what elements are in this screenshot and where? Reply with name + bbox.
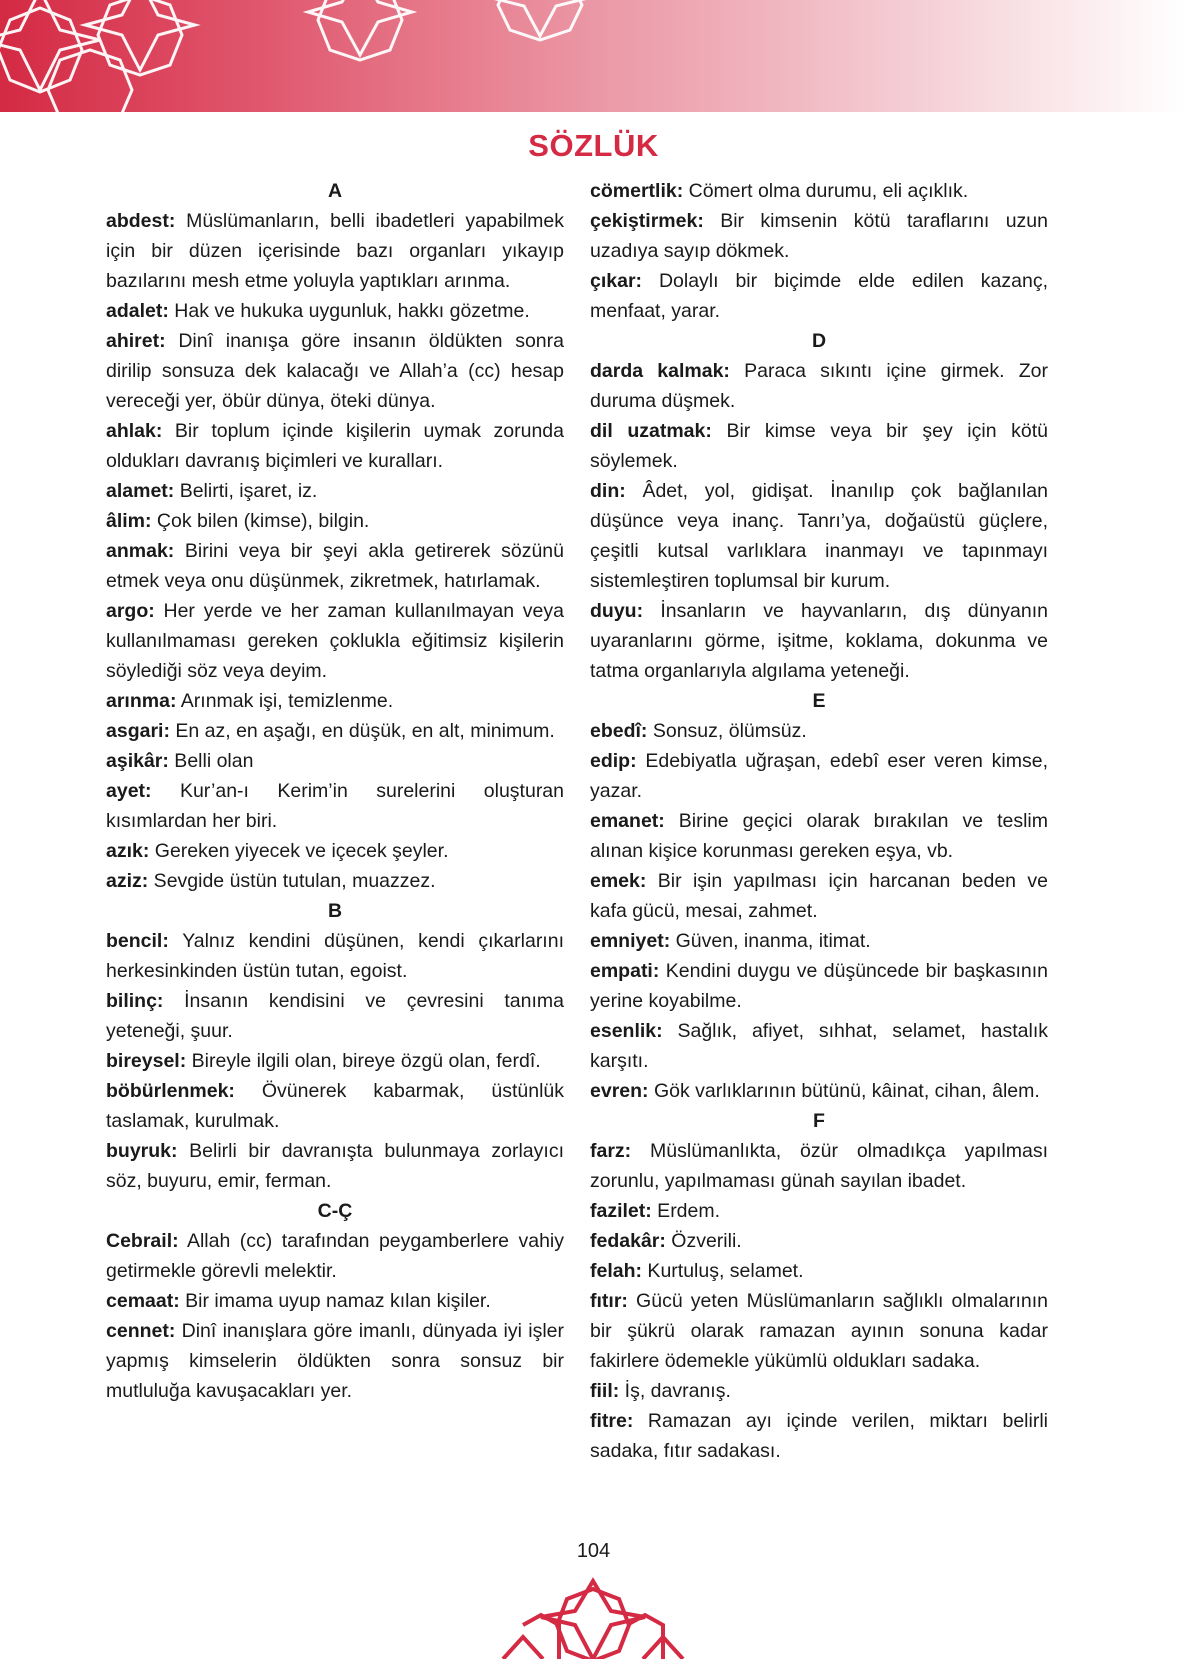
entry-term: aşikâr: [106,750,169,772]
entry-definition: Dolaylı bir biçimde elde edilen kazanç, menfaat, yarar. [590,270,1048,322]
glossary-entry [106,296,564,326]
entry-definition: Gereken yiyecek ve içecek şeyler. [149,840,449,862]
entry-definition: Övünerek kabarmak, üstünlük taslamak, kurulmak. [106,1080,564,1132]
section-letter: B [327,900,343,922]
glossary-entry [590,746,1048,806]
glossary-entry [590,476,1048,596]
entry-term: abdest: [106,210,176,232]
glossary-entry [106,206,564,296]
entry-definition: Sonsuz, ölümsüz. [647,720,807,742]
entry-term: alamet: [106,480,175,502]
entry-definition: Gök varlıklarının bütünü, kâinat, cihan, âlem. [648,1080,1040,1102]
glossary-entry [106,686,564,716]
glossary-entry [590,926,1048,956]
entry-definition: Gücü yeten Müslümanların sağlıklı olmalarının bir şükrü olarak ramazan ayının sonuna kadar fakirlere ödemekle yükümlü oldukları sadaka. [590,1290,1048,1372]
glossary-entry [106,1316,564,1406]
entry-definition: Allah (cc) tarafından peygamberlere vahiy getirmekle görevli melektir. [106,1230,564,1282]
glossary-entry [590,416,1048,476]
entry-definition: Hak ve hukuka uygunluk, hakkı gözetme. [168,300,530,322]
entry-definition: Bir toplum içinde kişilerin uymak zorunda oldukları davranış biçimleri ve kuralları. [106,420,564,472]
entry-definition: Edebiyatla uğraşan, edebî eser veren kimse, yazar. [590,750,1048,802]
entry-term: anmak: [106,540,175,562]
entry-term: ahlak: [106,420,163,442]
entry-term: duyu: [590,600,644,622]
star-ornament-icon [493,1575,693,1659]
glossary-entry [590,356,1048,416]
glossary-entry [590,1256,1048,1286]
entry-definition: En az, en aşağı, en düşük, en alt, minimum. [169,720,555,742]
entry-term: din: [590,480,626,502]
entry-term: çekiştirmek: [590,210,704,232]
star-pattern-icon [0,0,700,112]
entry-term: farz: [590,1140,632,1162]
glossary-entry [590,1076,1048,1106]
entry-term: bencil: [106,930,169,952]
entry-definition: Yalnız kendini düşünen, kendi çıkarlarını herkesinkinden üstün tutan, egoist. [106,930,564,982]
glossary-entry [106,836,564,866]
entry-definition: Dinî inanışa göre insanın öldükten sonra dirilip sonsuza dek kalacağı ve Allah’a (cc) hesap vereceği yer, öbür dünya, öteki dünya. [106,330,564,412]
entry-term: âlim: [106,510,152,532]
entry-term: cennet: [106,1320,176,1342]
entry-term: fitre: [590,1410,634,1432]
header-banner [0,0,1187,112]
section-letter: E [812,690,826,712]
glossary-entry [590,716,1048,746]
glossary-entry [590,1016,1048,1076]
entry-term: çıkar: [590,270,643,292]
glossary-entry [106,716,564,746]
section-letter: A [327,180,343,202]
left-column [106,176,564,1406]
glossary-entry [590,176,1048,206]
entry-term: böbürlenmek: [106,1080,235,1102]
entry-term: ebedî: [590,720,648,742]
entry-definition: Âdet, yol, gidişat. İnanılıp çok bağlanılan düşünce veya inanç. Tanrı’ya, doğaüstü güçlere, çeşitli kutsal varlıklara inanmayı ve tapınmayı sistemleştiren toplumsal bir kurum. [590,480,1048,592]
glossary-entry [106,866,564,896]
entry-term: bireysel: [106,1050,187,1072]
glossary-entry [590,596,1048,686]
entry-definition: Bir kimse veya bir şey için kötü söylemek. [590,420,1048,472]
glossary-entry [106,476,564,506]
entry-definition: Kendini duygu ve düşüncede bir başkasının yerine koyabilme. [590,960,1048,1012]
entry-definition: Belirli bir davranışta bulunmaya zorlayıcı söz, buyuru, emir, ferman. [106,1140,564,1192]
glossary-entry [590,1196,1048,1226]
glossary-entry [106,1076,564,1136]
entry-definition: Dinî inanışlara göre imanlı, dünyada iyi işler yapmış kimselerin öldükten sonra sonsuz bir mutluluğa kavuşacakları yer. [106,1320,564,1402]
entry-term: emanet: [590,810,665,832]
glossary-entry [106,1226,564,1286]
entry-definition: Kur’an-ı Kerim’in surelerini oluşturan kısımlardan her biri. [106,780,564,832]
entry-term: empati: [590,960,660,982]
glossary-entry [106,986,564,1046]
glossary-entry [590,866,1048,926]
entry-term: ayet: [106,780,152,802]
glossary-entry [590,1226,1048,1256]
entry-definition: Sağlık, afiyet, sıhhat, selamet, hastalık karşıtı. [590,1020,1048,1072]
entry-definition: Erdem. [651,1200,721,1222]
entry-definition: Çok bilen (kimse), bilgin. [151,510,370,532]
entry-definition: İş, davranış. [619,1380,731,1402]
entry-definition: Belirti, işaret, iz. [174,480,318,502]
entry-term: emniyet: [590,930,671,952]
entry-definition: Her yerde ve her zaman kullanılmayan veya kullanılmaması gereken çoklukla eğitimsiz kişilerin söylediği söz veya deyim. [106,600,564,682]
entry-term: fazilet: [590,1200,652,1222]
entry-term: evren: [590,1080,649,1102]
entry-term: esenlik: [590,1020,663,1042]
glossary-entry [590,266,1048,326]
entry-definition: Paraca sıkıntı içine girmek. Zor duruma düşmek. [590,360,1049,412]
glossary-entry [106,1046,564,1076]
entry-definition: Bir kimsenin kötü taraflarını uzun uzadıya sayıp dökmek. [590,210,1048,262]
glossary-entry [106,1286,564,1316]
entry-definition: Arınmak işi, temizlenme. [176,690,394,712]
entry-definition: Müslümanlıkta, özür olmadıkça yapılması zorunlu, yapılmaması günah sayılan ibadet. [590,1140,1048,1192]
glossary-entry [106,326,564,416]
entry-term: aziz: [106,870,149,892]
entry-term: fiil: [590,1380,620,1402]
entry-term: adalet: [106,300,169,322]
glossary-entry [106,746,564,776]
glossary-entry [106,776,564,836]
entry-definition: Bireyle ilgili olan, bireye özgü olan, ferdî. [186,1050,541,1072]
entry-definition: Güven, inanma, itimat. [670,930,871,952]
section-letter: C-Ç [317,1200,353,1222]
page-title: SÖZLÜK [528,128,659,163]
glossary-entry [106,926,564,986]
glossary-entry [590,956,1048,1016]
entry-definition: Ramazan ayı içinde verilen, miktarı belirli sadaka, fıtır sadakası. [590,1410,1048,1462]
entry-definition: Bir imama uyup namaz kılan kişiler. [179,1290,491,1312]
glossary-entry [590,1406,1048,1466]
entry-term: fıtır: [590,1290,628,1312]
glossary-entry [106,536,564,596]
glossary-entry [590,1286,1048,1376]
glossary-entry [106,1136,564,1196]
entry-definition: Kurtuluş, selamet. [642,1260,804,1282]
entry-term: ahiret: [106,330,166,352]
right-column [590,176,1048,1466]
entry-term: Cebrail: [106,1230,179,1252]
entry-term: argo: [106,600,155,622]
entry-definition: Sevgide üstün tutulan, muazzez. [148,870,436,892]
glossary-entry [106,506,564,536]
entry-definition: Özverili. [665,1230,742,1252]
section-letter: F [813,1110,825,1132]
entry-definition: İnsanların ve hayvanların, dış dünyanın uyaranlarını görme, işitme, koklama, dokunma ve tatma organlarıyla algılama yeteneği. [590,600,1048,682]
glossary-entry [590,1376,1048,1406]
glossary-entry [590,206,1048,266]
entry-term: cömertlik: [590,180,684,202]
entry-definition: Müslümanların, belli ibadetleri yapabilmek için bir düzen içerisinde bazı organları yıkayıp bazılarını mesh etme yoluyla yaptıkları arınma. [106,210,564,292]
entry-definition: İnsanın kendisini ve çevresini tanıma yeteneği, şuur. [106,990,564,1042]
glossary-entry [106,596,564,686]
glossary-entry [590,806,1048,866]
entry-term: arınma: [106,690,177,712]
entry-term: azık: [106,840,150,862]
entry-term: cemaat: [106,1290,180,1312]
entry-term: asgari: [106,720,170,742]
entry-definition: Cömert olma durumu, eli açıklık. [683,180,969,202]
entry-definition: Birine geçici olarak bırakılan ve teslim alınan kişice korunması gereken eşya, vb. [590,810,1048,862]
entry-term: fedakâr: [590,1230,666,1252]
page-number: 104 [576,1540,611,1562]
entry-term: bilinç: [106,990,164,1012]
entry-term: dil uzatmak: [590,420,712,442]
entry-definition: Birini veya bir şeyi akla getirerek sözünü etmek veya onu düşünmek, zikretmek, hatırlamak. [106,540,564,592]
entry-term: felah: [590,1260,643,1282]
section-letter: D [811,330,827,352]
entry-term: edip: [590,750,637,772]
glossary-entry [106,416,564,476]
entry-definition: Bir işin yapılması için harcanan beden ve kafa gücü, mesai, zahmet. [590,870,1048,922]
entry-term: emek: [590,870,647,892]
entry-term: darda kalmak: [590,360,730,382]
entry-term: buyruk: [106,1140,178,1162]
entry-definition: Belli olan [168,750,254,772]
glossary-entry [590,1136,1048,1196]
